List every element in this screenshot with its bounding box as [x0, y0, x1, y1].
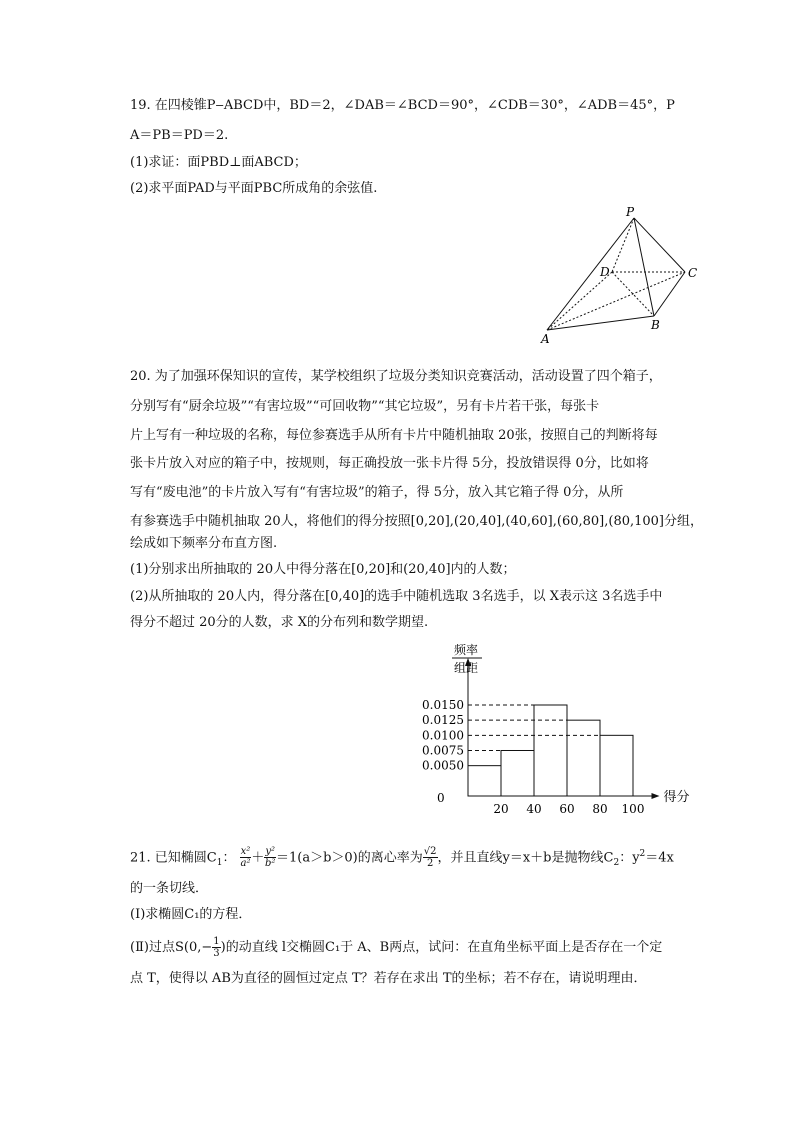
label-D: D: [600, 265, 610, 279]
edge-PC: [634, 218, 685, 272]
x-tick-label: 80: [592, 802, 608, 815]
x-tick-label: 100: [621, 802, 645, 815]
fraction-x2-a2: [240, 846, 252, 869]
superscript: 2: [639, 849, 646, 859]
edge-PD: [612, 218, 634, 272]
q20-line: 20. 为了加强环保知识的宣传，某学校组织了垃圾分类知识竞赛活动，活动设置了四个箱子，: [130, 369, 662, 384]
parabola-rhs: ＝4x: [645, 850, 674, 866]
q21-part2-rest: )的动直线 l交椭圆C₁于 A、B两点，试问：在直角坐标平面上是否存在一个定: [220, 940, 663, 955]
y-tick-label: 0.0100: [422, 728, 464, 743]
edge-PB: [634, 218, 654, 316]
parabola-text: ：y: [619, 850, 640, 866]
q20-part2-cont: 得分不超过 20分的人数，求 X的分布列和数学期望.: [130, 615, 429, 630]
subscript: 2: [613, 857, 620, 868]
numerator: 1: [213, 936, 220, 947]
histogram-bar: [468, 766, 501, 796]
denominator: 2: [426, 858, 434, 870]
q20-part1: (1)分别求出所抽取的 20人中得分落在[0,20]和(20,40]内的人数；: [130, 562, 516, 577]
histogram-bar: [534, 705, 567, 796]
q21-part2-line1: [130, 936, 662, 959]
plus: ＋: [251, 850, 265, 866]
fraction-y2-b2: [264, 846, 276, 869]
x-axis-arrow: [652, 793, 660, 799]
edge-PA: [547, 218, 634, 330]
histogram-bar: [501, 750, 534, 796]
y-tick-label: 0.0050: [422, 758, 464, 773]
tangent-line-text: ，并且直线y＝x＋b是抛物线C: [437, 850, 614, 866]
q19-part1: (1)求证：面PBD⊥面ABCD；: [130, 155, 307, 170]
q20-line: 有参赛选手中随机抽取 20人，将他们的得分按照[0,20],(20,40],(40,60],(60,80],(80,100]分组，: [130, 514, 704, 529]
y-axis-label-denominator: 组距: [453, 661, 479, 675]
pyramid-figure: [530, 200, 710, 345]
fraction-eccentricity: [423, 846, 438, 869]
q21-part2-start: (Ⅱ)过点S(0,−: [130, 940, 213, 955]
y-tick-label: 0.0150: [422, 697, 464, 712]
x-tick-label: 60: [559, 802, 575, 815]
q21-intro: 21. 已知椭圆C: [130, 850, 217, 866]
numerator: y²: [265, 846, 275, 858]
numerator: x²: [240, 846, 251, 858]
x-tick-label: 20: [493, 802, 509, 815]
q20-line: 写有“废电池”的卡片放入写有“有害垃圾”的箱子，得 5分，放入其它箱子得 0分，从所: [130, 485, 624, 500]
q21-part2-line2: 点 T，使得以 AB为直径的圆恒过定点 T？若存在求出 T的坐标；若不存在，请说明理由．: [130, 971, 647, 986]
q21-part1: (Ⅰ)求椭圆C₁的方程．: [130, 907, 252, 922]
q19-part2: (2)求平面PAD与平面PBC所成角的余弦值.: [130, 181, 378, 196]
denominator: b²: [264, 858, 276, 870]
numerator: √2: [423, 846, 437, 858]
y-tick-label: 0.0125: [422, 713, 464, 728]
x-tick-label: 40: [526, 802, 542, 815]
q20-line: 分别写有“厨余垃圾”“有害垃圾”“可回收物”“其它垃圾”，另有卡片若干张，每张卡: [130, 399, 600, 414]
fraction-one-third: [212, 936, 220, 959]
denominator: a²: [240, 858, 251, 870]
denominator: 3: [213, 948, 220, 959]
colon: ：: [222, 850, 236, 866]
edge-DA: [547, 272, 612, 330]
y-tick-label: 0.0075: [422, 743, 464, 758]
q19-line2: A＝PB＝PD＝2.: [130, 128, 229, 143]
ellipse-condition: ＝1(a＞b＞0)的离心率为: [276, 850, 423, 866]
q20-line: 绘成如下频率分布直方图.: [130, 536, 278, 551]
q21-line2: 的一条切线．: [130, 881, 209, 896]
q21-line1: [130, 845, 674, 872]
y-axis-label-numerator: 频率: [453, 643, 479, 657]
label-B: B: [651, 318, 660, 332]
label-C: C: [688, 266, 698, 280]
x-axis-label: 得分: [663, 790, 690, 805]
frequency-histogram: [410, 640, 710, 815]
subscript: 1: [216, 857, 223, 868]
label-P: P: [626, 205, 635, 219]
origin-label: 0: [437, 791, 445, 805]
label-A: A: [541, 332, 550, 345]
histogram-bar: [567, 720, 600, 796]
q20-part2: (2)从所抽取的 20人内，得分落在[0,40]的选手中随机选取 3名选手，以 X表示这 3名选手中: [130, 589, 663, 604]
q20-line: 片上写有一种垃圾的名称，每位参赛选手从所有卡片中随机抽取 20张，按照自己的判断将每: [130, 428, 658, 443]
q20-line: 张卡片放入对应的箱子中，按规则，每正确投放一张卡片得 5分，投放错误得 0分，比如将: [130, 456, 649, 471]
histogram-bar: [600, 735, 633, 796]
q19-line1: 19. 在四棱锥P‒ABCD中，BD＝2，∠DAB＝∠BCD＝90°，∠CDB＝30°，∠ADB＝45°，P: [130, 98, 675, 113]
